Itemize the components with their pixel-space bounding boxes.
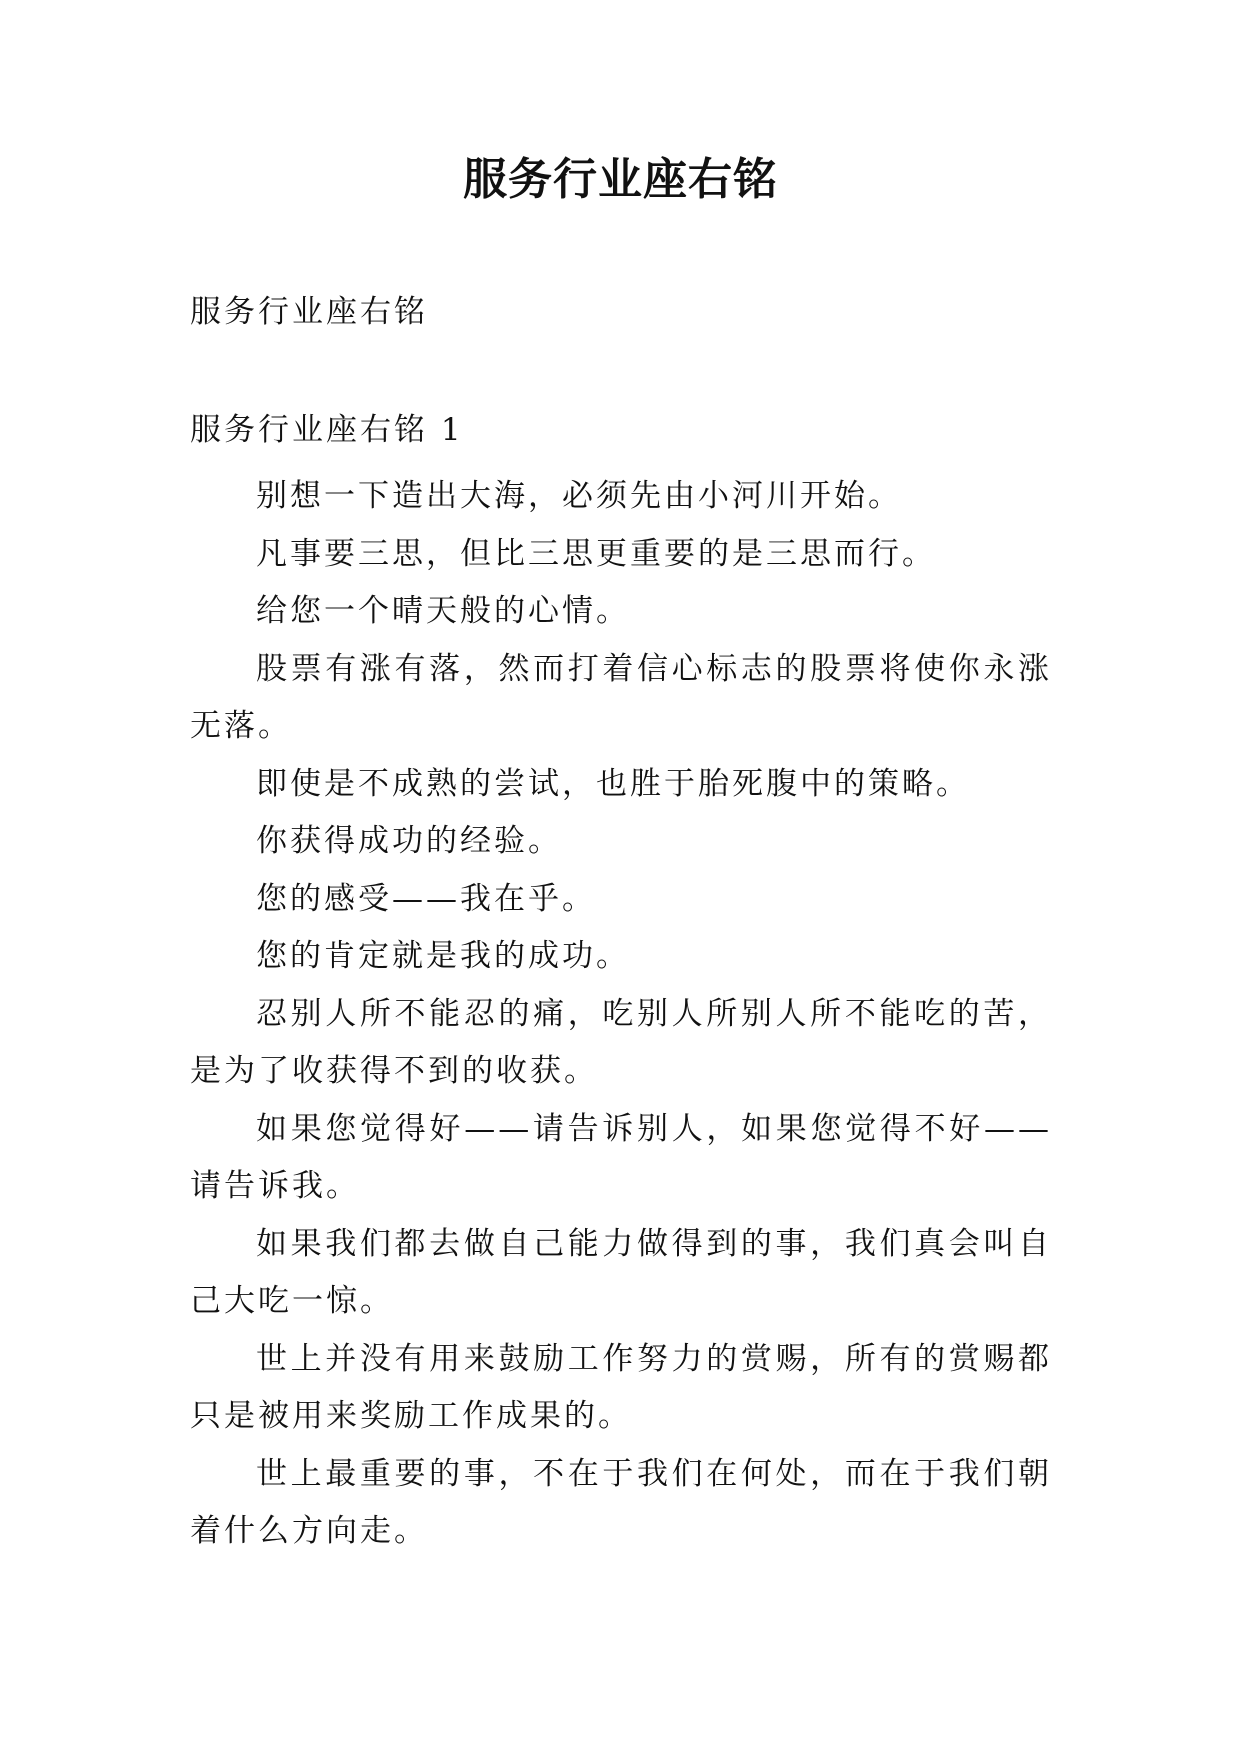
body-text [190, 468, 1052, 1561]
paragraph: 即使是不成熟的尝试，也胜于胎死腹中的策略。 [256, 765, 970, 802]
paragraph: 股票有涨有落，然而打着信心标志的股票将使你永涨无落。 [190, 650, 1052, 744]
paragraph: 世上并没有用来鼓励工作努力的赏赐，所有的赏赐都只是被用来奖励工作成果的。 [190, 1340, 1052, 1434]
document-title: 服务行业座右铭 [463, 154, 778, 205]
paragraph: 你获得成功的经验。 [256, 823, 562, 859]
paragraph: 您的感受——我在乎。 [256, 880, 596, 917]
paragraph: 凡事要三思，但比三思更重要的是三思而行。 [256, 535, 936, 572]
paragraph: 您的肯定就是我的成功。 [256, 938, 630, 974]
paragraph: 如果您觉得好——请告诉别人，如果您觉得不好——请告诉我。 [190, 1110, 1052, 1204]
paragraph: 给您一个晴天般的心情。 [256, 593, 630, 629]
paragraph: 忍别人所不能忍的痛，吃别人所别人所不能吃的苦，是为了收获得不到的收获。 [190, 995, 1052, 1089]
paragraph: 别想一下造出大海，必须先由小河川开始。 [256, 478, 902, 514]
paragraph: 世上最重要的事，不在于我们在何处，而在于我们朝着什么方向走。 [190, 1455, 1052, 1549]
document-subtitle: 服务行业座右铭 [190, 294, 428, 330]
paragraph: 如果我们都去做自己能力做得到的事，我们真会叫自己大吃一惊。 [190, 1225, 1052, 1319]
section-heading: 服务行业座右铭 1 [190, 412, 464, 448]
